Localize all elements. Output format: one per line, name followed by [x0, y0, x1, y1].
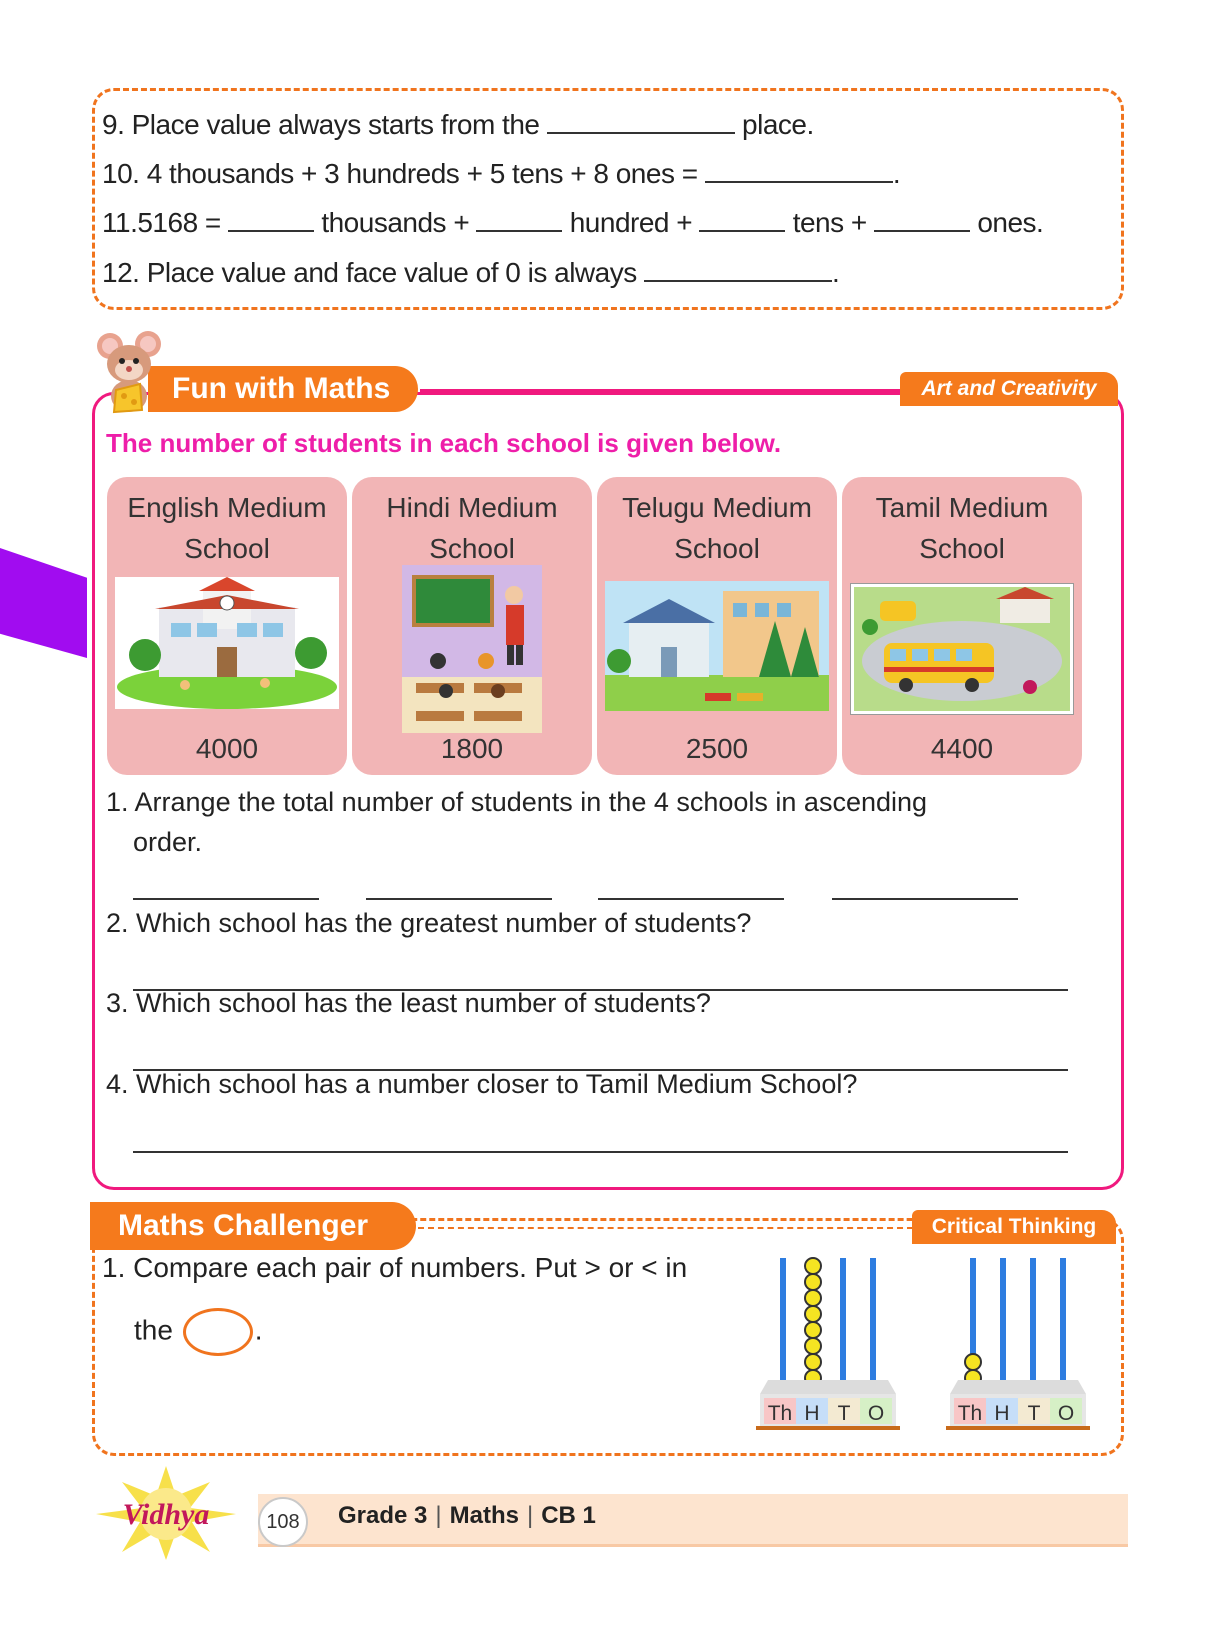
footer-text [338, 1502, 596, 1530]
answer-blank[interactable] [476, 204, 562, 232]
art-and-creativity-tag: Art and Creativity [900, 372, 1118, 406]
question-11-ones: ones. [977, 207, 1044, 238]
abacus-label-t: T [1027, 1402, 1041, 1425]
student-count: 4400 [930, 733, 994, 764]
answer-blank[interactable] [874, 204, 970, 232]
school-name [352, 487, 592, 569]
student-count: 2500 [685, 733, 749, 764]
student-count: 1800 [440, 733, 504, 764]
compare-answer-oval[interactable] [183, 1308, 253, 1356]
school-name [597, 487, 837, 569]
abacus-label-o: O [867, 1402, 885, 1425]
abacus-label-h: H [994, 1402, 1010, 1425]
abacus-label-o: O [1057, 1402, 1075, 1425]
question-11-text: 11.5168 = [102, 207, 221, 238]
critical-thinking-tag: Critical Thinking [912, 1210, 1116, 1244]
school-name [842, 487, 1082, 569]
school-name-line1: Hindi Medium [386, 492, 558, 523]
student-count: 4000 [195, 733, 259, 764]
question-11 [102, 204, 1043, 239]
question-12 [102, 254, 839, 289]
school-name-line2: School [184, 533, 270, 564]
school-name-line1: English Medium [127, 492, 327, 523]
abacus-label-th: Th [767, 1402, 793, 1425]
logo-text: Vidhya [122, 1498, 210, 1531]
page-number: 108 [258, 1497, 308, 1547]
footer-underline [258, 1544, 1128, 1547]
abacus-label-h: H [804, 1402, 820, 1425]
answer-line[interactable] [598, 898, 784, 900]
challenger-question-1-line2 [134, 1308, 263, 1356]
question-9-text: 9. Place value always starts from the [102, 109, 540, 140]
answer-line[interactable] [366, 898, 552, 900]
answer-line[interactable] [133, 898, 319, 900]
footer-separator: | [435, 1502, 442, 1529]
challenger-question-1-line1: 1. Compare each pair of numbers. Put > or < in [102, 1252, 688, 1283]
abacus-2 [946, 1250, 1096, 1430]
fun-with-maths-title: Fun with Maths [148, 366, 418, 412]
divider [420, 389, 900, 392]
school-name-line1: Tamil Medium [875, 492, 1049, 523]
fun-question-1-line1: 1. Arrange the total number of students in the 4 schools in ascending [106, 787, 928, 817]
school-name [107, 487, 347, 569]
footer-grade: Grade 3 [338, 1502, 428, 1529]
question-12-text: 12. Place value and face value of 0 is always [102, 257, 637, 288]
footer-book: CB 1 [541, 1502, 596, 1529]
fun-question-2: 2. Which school has the greatest number of students? [106, 908, 752, 938]
maths-challenger-title: Maths Challenger [90, 1202, 416, 1250]
footer-subject: Maths [449, 1502, 519, 1529]
question-12-suffix: . [832, 257, 840, 288]
classroom-illustration [402, 565, 542, 733]
school-name-line2: School [674, 533, 760, 564]
abacus-label-th: Th [957, 1402, 983, 1425]
school-name-line2: School [429, 533, 515, 564]
mouse-mascot-icon [96, 330, 168, 414]
intro-text: The number of students in each school is given below. [106, 428, 782, 458]
school-illustration [115, 577, 339, 709]
school-bus-illustration [850, 583, 1074, 715]
challenger-the-text: the [134, 1314, 173, 1346]
question-10 [102, 155, 900, 190]
fun-question-3: 3. Which school has the least number of students? [106, 988, 711, 1018]
answer-blank[interactable] [699, 204, 785, 232]
question-11-thousands: thousands + [321, 207, 470, 238]
footer-separator: | [526, 1502, 534, 1529]
answer-blank[interactable] [228, 204, 314, 232]
answer-blank[interactable] [644, 254, 832, 282]
answer-line[interactable] [832, 898, 1018, 900]
challenger-period: . [254, 1314, 263, 1346]
question-10-suffix: . [892, 158, 901, 189]
side-tab-decoration [0, 548, 87, 658]
school-name-line1: Telugu Medium [622, 492, 812, 523]
abacus-label-t: T [837, 1402, 851, 1425]
answer-line[interactable] [133, 1151, 1068, 1153]
question-9-suffix: place. [742, 109, 814, 140]
abacus-1 [756, 1250, 906, 1430]
answer-blank[interactable] [547, 106, 735, 134]
divider [418, 1227, 913, 1229]
school-card-english [107, 477, 347, 775]
school-name-line2: School [919, 533, 1005, 564]
fun-question-1-line2: order. [133, 827, 203, 857]
question-9 [102, 106, 814, 141]
vidhya-logo-icon [86, 1462, 256, 1562]
school-card-hindi [352, 477, 592, 775]
question-11-hundred: hundred + [569, 207, 693, 238]
question-11-tens: tens + [792, 207, 867, 238]
school-card-tamil [842, 477, 1082, 775]
answer-blank[interactable] [705, 155, 893, 183]
fun-question-4: 4. Which school has a number closer to Tamil Medium School? [106, 1069, 858, 1099]
question-10-text: 10. 4 thousands + 3 hundreds + 5 tens + 8 ones = [102, 158, 698, 189]
school-illustration [605, 581, 829, 711]
school-card-telugu [597, 477, 837, 775]
